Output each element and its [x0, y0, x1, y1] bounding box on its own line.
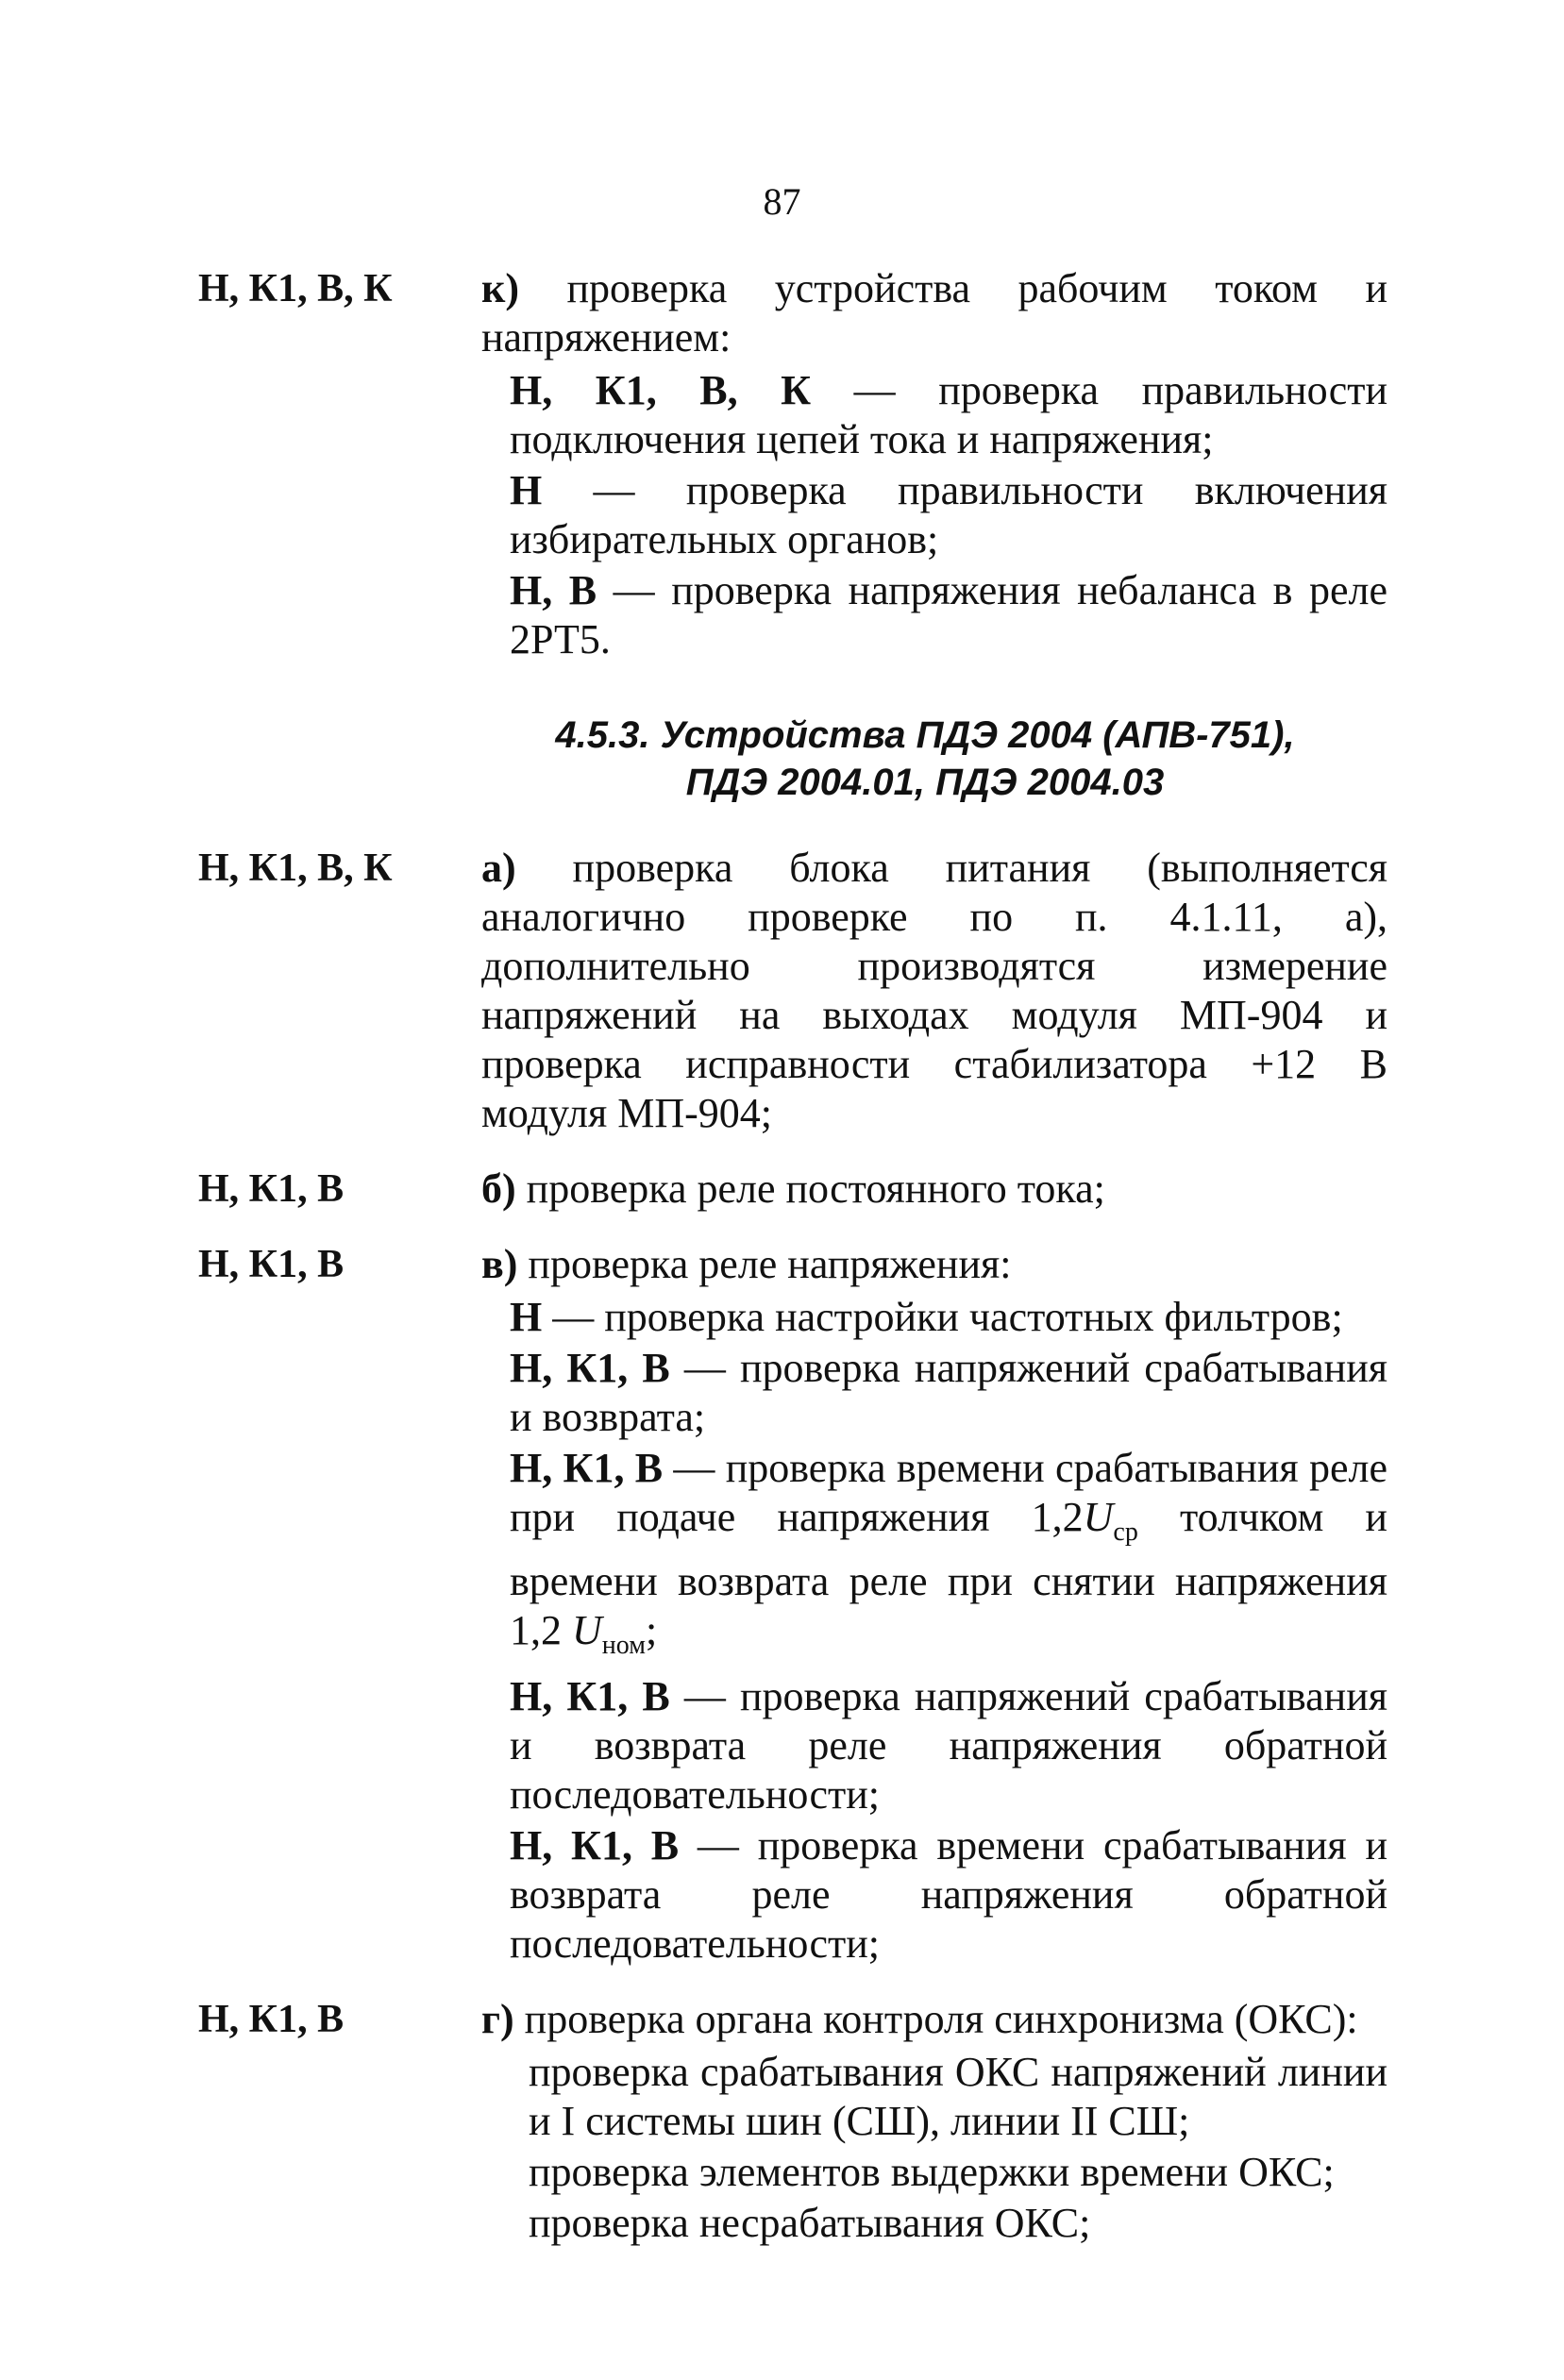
spacer — [198, 1221, 1387, 1240]
sub-item-text: — проверка настройки частотных фильтров; — [542, 1294, 1343, 1340]
section-intro — [481, 264, 1387, 362]
sub-item: Н, К1, В, К — проверка правильности подключения цепей тока и напряжения; — [510, 367, 1388, 462]
sub-item — [510, 1293, 1387, 1342]
section-text: б) проверка реле постоянного тока; — [481, 1165, 1105, 1212]
sub-item: Н, К1, В — проверка времени срабатывания реле при подаче напряжения $1,2U_{ср}$ толчком и времени возврата реле при снятии напряжения 1,2 $U_{ном}$; — [510, 1445, 1387, 1660]
page-number: 87 — [763, 180, 801, 223]
section-heading — [462, 712, 1387, 806]
section-intro: г) проверка органа контроля синхронизма (ОКС): — [481, 1995, 1358, 2042]
sub-item-codes: Н, К1, В — [510, 1672, 670, 1719]
section-text: а) проверка блока питания (выполняется аналогично проверке по п. 4.1.11, а), дополнительно производятся измерение напряжений на выходах модуля МП-904 и проверка исправности стабилизатора +12 В модуля МП-904; — [481, 845, 1387, 1136]
sub-item-codes: Н, К1, В, К — [510, 367, 812, 413]
sub-item — [510, 1344, 1387, 1442]
plain-item: проверка срабатывания ОКС напряжений линии и I системы шин (СШ), линии II СШ; — [529, 2048, 1387, 2144]
sub-item-codes: Н, К1, В — [510, 1821, 680, 1869]
heading-line-2: ПДЭ 2004.01, ПДЭ 2004.03 — [685, 762, 1165, 803]
section-letter: к) — [481, 265, 520, 311]
section-codes: Н, К1, В, К — [198, 267, 393, 310]
spacer — [198, 1976, 1387, 1995]
section-codes: Н, К1, В — [198, 1167, 345, 1211]
section-intro-text: проверка устройства рабочим током и напряжением: — [481, 265, 1387, 360]
spacer — [198, 1146, 1387, 1165]
sub-item-text: проверка напряжения небаланса в реле 2РТ5. — [510, 567, 1387, 662]
sub-item — [510, 1821, 1387, 1969]
sub-item-codes: Н, К1, В — [510, 1445, 664, 1491]
section-v — [198, 1240, 1387, 1969]
section-a — [198, 844, 1387, 1138]
sub-item: Н, В — проверка напряжения небаланса в реле 2РТ5. — [510, 567, 1387, 662]
sub-item — [510, 1672, 1387, 1819]
heading-line-1: 4.5.3. Устройства ПДЭ 2004 (АПВ-751), — [555, 714, 1295, 756]
section-codes: Н, К1, В — [198, 1997, 345, 2041]
sub-item-codes: Н, В — [510, 567, 597, 613]
sub-item-text: проверка правильности подключения цепей тока и напряжения; — [510, 367, 1388, 462]
plain-item: проверка несрабатывания ОКС; — [529, 2199, 1091, 2246]
section-codes: Н, К1, В — [198, 1243, 345, 1286]
section-b — [198, 1165, 1387, 1214]
section-codes: Н, К1, В, К — [198, 846, 393, 890]
section-letter: в) — [481, 1241, 518, 1287]
sub-item: Н — проверка правильности включения избирательных органов; — [510, 467, 1388, 562]
plain-item: проверка элементов выдержки времени ОКС; — [529, 2148, 1335, 2195]
section-intro: в) проверка реле напряжения: — [481, 1241, 1012, 1287]
section-letter: г) — [481, 1995, 514, 2042]
sub-item-codes: Н — [510, 467, 543, 513]
sub-item-text: — проверка напряжений срабатывания и возврата реле напряжения обратной последовательности; — [510, 1672, 1387, 1818]
document-body — [198, 264, 1387, 2255]
sub-item-text: — проверка времени срабатывания и возврата реле напряжения обратной последовательности; — [510, 1821, 1387, 1967]
section-letter: а) — [481, 845, 516, 891]
section-letter: б) — [481, 1165, 516, 1212]
sub-item-text: проверка правильности включения избирательных органов; — [510, 467, 1388, 562]
section-k — [198, 264, 1387, 664]
sub-item-text: — проверка напряжений срабатывания и возврата; — [510, 1345, 1387, 1440]
section-g — [198, 1995, 1387, 2248]
sub-item-codes: Н — [510, 1294, 543, 1340]
sub-item-codes: Н, К1, В — [510, 1345, 670, 1391]
